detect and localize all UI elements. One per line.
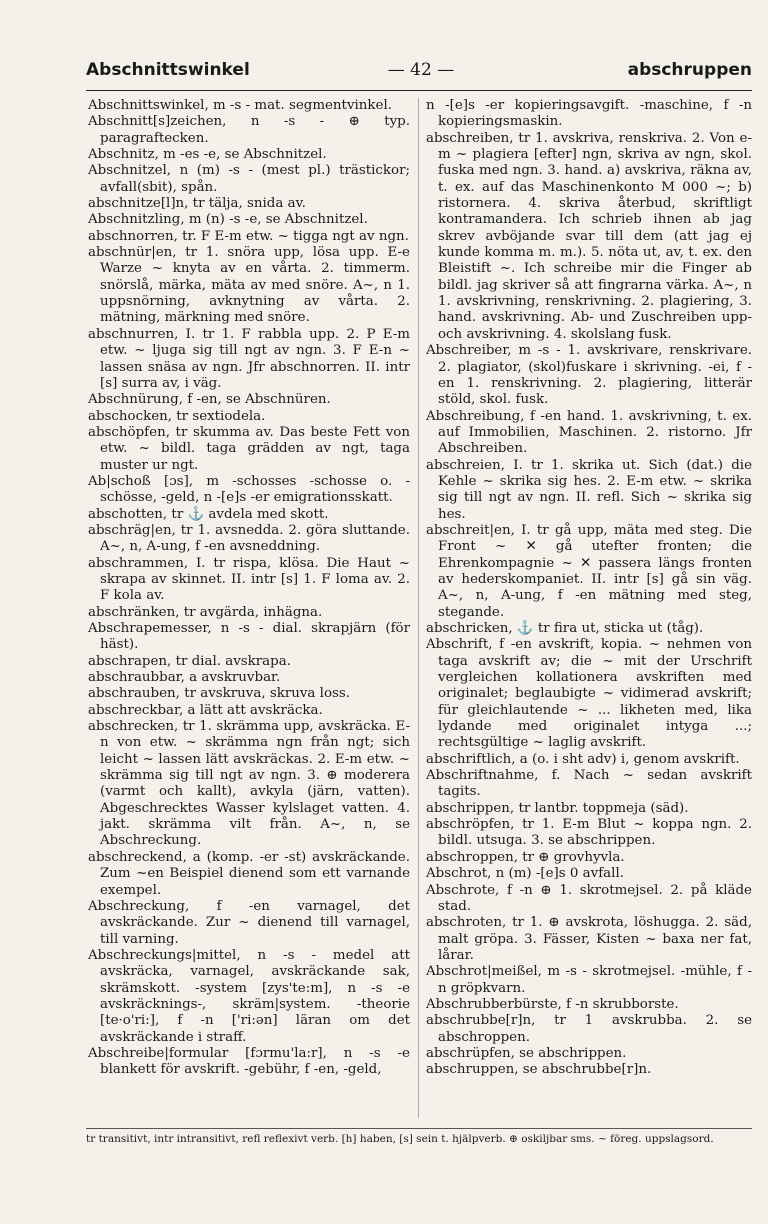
header-last-word: abschruppen [627, 60, 752, 80]
right-column [426, 98, 752, 1118]
left-column [88, 98, 410, 1118]
dictionary-entry: abschreckend, a (komp. -er -st) avskräckande. Zum ~en Beispiel dienend som ett varnande exempel. [88, 849, 410, 898]
dictionary-entry: abschreckbar, a lätt att avskräcka. [88, 702, 323, 718]
dictionary-entry: abschocken, tr sextiodela. [88, 408, 266, 424]
dictionary-entry: Abschrot|meißel, m -s - skrotmejsel. -mühle, f -n gröpkvarn. [426, 964, 752, 996]
dictionary-entry: abschreiben, tr 1. avskriva, renskriva. 2. Von e-m ~ plagiera [efter] ngn, skriva av ngn, skol. fuska med ngn. 3. hand. a) avskriva, räkna av, t. ex. auf das Maschinenkonto M 000 ~; b) ristornera. 4. skriva återbud, skriftligt kontramandera. Ich schrieb ihnen ab jag skrev avböjande svar till dem (att jag ej kunde komma m. m.). 5. nöta ut, av, t. ex. den Bleistift ~. Ich schreibe mir die Finger ab bildl. jag skriver så att fingrarna värka. A~, n 1. avskrivning, renskrivning. 2. plagiering, 3. hand. avskrivning. Ab- und Zuschreiben upp- och avskrivning. 4. skolslang fusk. [426, 130, 752, 342]
dictionary-entry: abschräg|en, tr 1. avsnedda. 2. göra sluttande. A~, n, A-ung, f -en avsneddning. [88, 522, 410, 555]
page-header [86, 60, 752, 86]
dictionary-entry: Abschrapemesser, n -s - dial. skrapjärn (för häst). [88, 621, 410, 653]
dictionary-entry: Abschnitt[s]zeichen, n -s - ⊕ typ. paragraftecken. [88, 114, 410, 146]
dictionary-entry: abschrammen, I. tr rispa, klösa. Die Haut ~ skrapa av skinnet. II. intr [s] 1. F loma av. 2. F kola av. [88, 555, 410, 604]
dictionary-entry: Abschriftnahme, f. Nach ~ sedan avskrift tagits. [426, 768, 752, 800]
dictionary-entry: abschrapen, tr dial. avskrapa. [88, 653, 291, 669]
footer-rule [86, 1128, 752, 1129]
dictionary-entry: Abschnittswinkel, m -s - mat. segmentvinkel. [88, 98, 392, 113]
dictionary-entry: Ab|schoß [ɔs], m -schosses -schosse o. -schösse, -geld, n -[e]s -er emigrationsskatt. [88, 473, 410, 506]
dictionary-entry: Abschreiber, m -s - 1. avskrivare, renskrivare. 2. plagiator, (skol)fuskare i skrivning. -ei, f -en 1. renskrivning. 2. plagiering, litterär stöld, skol. fusk. [426, 343, 752, 408]
dictionary-entry: abschreit|en, I. tr gå upp, mäta med steg. Die Front ~ ✕ gå utefter fronten; die Ehrenkompagnie ~ ✕ passera längs fronten av hederskompaniet. II. intr [s] gå sin väg. A~, n, A-ung, f -en mätning med steg, stegande. [426, 522, 752, 620]
dictionary-entry: Abschrote, f -n ⊕ 1. skrotmejsel. 2. på kläde stad. [426, 882, 752, 914]
page-number: — 42 — [387, 60, 455, 80]
dictionary-entry: Abschreibe|formular [fɔrmu'la:r], n -s -e blankett för avskrift. -gebühr, f -en, -geld, [88, 1045, 410, 1078]
dictionary-entry: abschrauben, tr avskruva, skruva loss. [88, 686, 351, 702]
dictionary-entry: abschnorren, tr. F E-m etw. ~ tigga ngt av ngn. [88, 228, 409, 244]
dictionary-entry: abschreien, I. tr 1. skrika ut. Sich (dat.) die Kehle ~ skrika sig hes. 2. E-m etw. ~ skrika sig till ngt av ngn. II. refl. Sich ~ skrika sig hes. [426, 457, 752, 522]
dictionary-entry: abschraubbar, a avskruvbar. [88, 670, 281, 686]
dictionary-entry: abschruppen, se abschrubbe[r]n. [426, 1062, 652, 1078]
dictionary-entry: abschnür|en, tr 1. snöra upp, lösa upp. E-e Warze ~ knyta av en vårta. 2. timmerm. snörslå, märka, mäta av med snöre. A~, n 1. uppsnörning, avknytning av vårta. 2. mätning, märkning med snöre. [88, 245, 410, 326]
dictionary-entry: Abschreibung, f -en hand. 1. avskrivning, t. ex. auf Immobilien, Maschinen. 2. ristorno. Jfr Abschreiben. [426, 408, 752, 457]
dictionary-entry: n -[e]s -er kopieringsavgift. -maschine, f -n kopieringsmaskin. [426, 98, 752, 130]
dictionary-entry: abschröpfen, tr 1. E-m Blut ~ koppa ngn. 2. bildl. utsuga. 3. se abschrippen. [426, 817, 752, 849]
dictionary-entry: abschrubbe[r]n, tr 1 avskrubba. 2. se abschroppen. [426, 1013, 752, 1045]
header-first-word: Abschnittswinkel [86, 60, 250, 80]
dictionary-entry: Abschreckungs|mittel, n -s - medel att avskräcka, varnagel, avskräckande sak, skrämskott. -system [zys'te:m], n -s -e avskräcknings-, skräm|system. -theorie [te·o'ri:], f -n ['ri:ən] läran om det avskräckande i straff. [88, 947, 410, 1045]
column-divider [418, 98, 419, 1118]
dictionary-entry: abschöpfen, tr skumma av. Das beste Fett von etw. ~ bildl. taga grädden av ngt, taga muster ur ngt. [88, 424, 410, 473]
dictionary-entry: Abschrot, n (m) -[e]s 0 avfall. [426, 866, 624, 882]
dictionary-entry: abschrüpfen, se abschrippen. [426, 1045, 627, 1061]
abbreviation-legend: tr transitivt, intr intransitivt, refl reflexivt verb. [h] haben, [s] sein t. hjälpverb. ⊕ oskiljbar sms. ~ föreg. uppslagsord. [86, 1133, 714, 1145]
dictionary-entry: Abschnitz, m -es -e, se Abschnitzel. [88, 147, 327, 163]
dictionary-entry: abschränken, tr avgärda, inhägna. [88, 604, 323, 620]
dictionary-entry: abschriftlich, a (o. i sht adv) i, genom avskrift. [426, 751, 740, 767]
dictionary-entry: abschroppen, tr ⊕ grovhyvla. [426, 849, 625, 865]
dictionary-entry: abschrecken, tr 1. skrämma upp, avskräcka. E-n von etw. ~ skrämma ngn från ngt; sich leicht ~ lassen lätt avskräckas. 2. E-m etw. ~ skrämma sig till ngt av ngn. 3. ⊕ moderera (varmt och kallt), avkyla (järn, vatten). Abgeschrecktes Wasser kylslaget vatten. 4. jakt. skrämma vilt från. A~, n, se Abschreckung. [88, 719, 410, 849]
dictionary-entry: abschrippen, tr lantbr. toppmeja (säd). [426, 800, 689, 816]
dictionary-entry: abschnurren, I. tr 1. F rabbla upp. 2. P E-m etw. ~ ljuga sig till ngt av ngn. 3. F E-n ~ lassen snäsa av ngn. Jfr abschnorren. II. intr [s] surra av, i väg. [88, 326, 410, 391]
dictionary-entry: Abschrubberbürste, f -n skrubborste. [426, 996, 679, 1012]
dictionary-entry: Abschreckung, f -en varnagel, det avskräckande. Zur ~ dienend till varnagel, till varning. [88, 898, 410, 947]
dictionary-entry: Abschnitzel, n (m) -s - (mest pl.) trästickor; avfall(sbit), spån. [88, 163, 410, 195]
dictionary-entry: Abschnitzling, m (n) -s -e, se Abschnitzel. [88, 212, 368, 228]
dictionary-entry: abschricken, ⚓ tr fira ut, sticka ut (tåg). [426, 621, 704, 636]
header-rule [86, 90, 752, 91]
dictionary-entry: abschotten, tr ⚓ avdela med skott. [88, 506, 329, 522]
dictionary-entry: abschnitze[l]n, tr tälja, snida av. [88, 196, 306, 212]
dictionary-entry: Abschnürung, f -en, se Abschnüren. [88, 392, 331, 408]
dictionary-entry: Abschrift, f -en avskrift, kopia. ~ nehmen von taga avskrift av; die ~ mit der Urschrift vergleichen kollationera avskriften med originalet; beglaubigte ~ vidimerad avskrift; für gleichlautende ~ ... likheten med, lika lydande med originalet intyga ...; rechtsgültige ~ laglig avskrift. [426, 637, 752, 751]
dictionary-entry: abschroten, tr 1. ⊕ avskrota, löshugga. 2. säd, malt gröpa. 3. Fässer, Kisten ~ baxa ner fat, lårar. [426, 915, 752, 963]
